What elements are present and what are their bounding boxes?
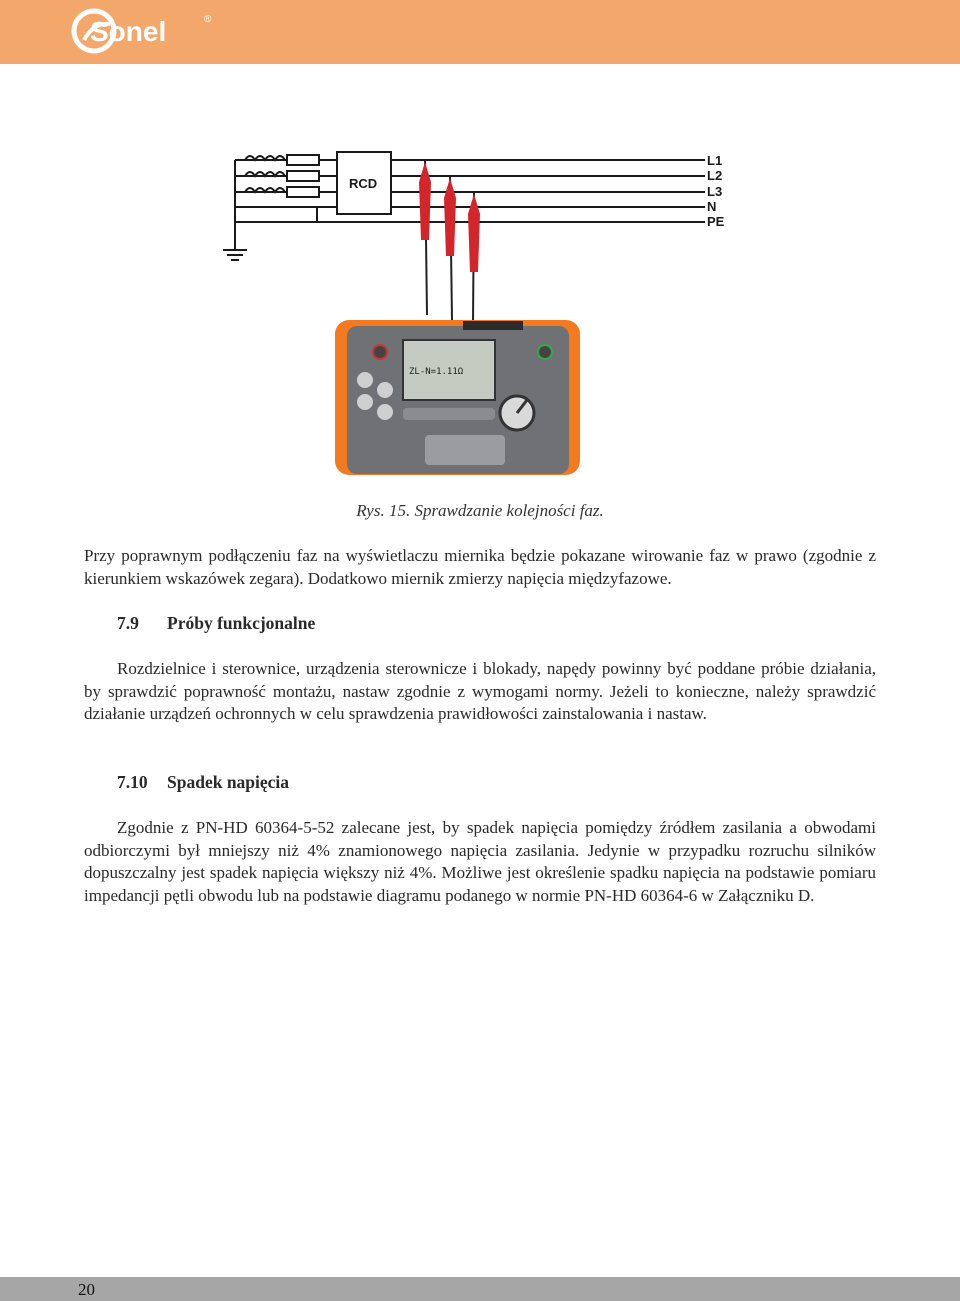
- section-number: 7.9: [117, 613, 139, 633]
- section-title: Próby funkcjonalne: [167, 613, 316, 633]
- line-label-l1: L1: [707, 153, 723, 168]
- intro-paragraph: Przy poprawnym podłączeniu faz na wyświetlaczu miernika będzie pokazane wirowanie faz w prawo (zgodnie z kierunkiem wskazówek zegara). Dodatkowo miernik zmierzy napięcia międzyfazowe.: [84, 546, 876, 588]
- brand-logotype: Sonel: [90, 16, 167, 47]
- rcd-label: RCD: [349, 176, 378, 191]
- footer-bar: [0, 1277, 960, 1301]
- section-7-9-paragraph: Rozdzielnice i sterownice, urządzenia sterownicze i blokady, napędy powinny być poddane próbie działania, by sprawdzić poprawność montażu, nastaw zgodnie z wymogami normy. Jeżeli to konieczne, należy sprawdzić działanie urządzeń ochronnych w celu sprawdzenia prawidłowości zainstalowania i nastaw.: [84, 659, 876, 724]
- probe-3: [468, 194, 480, 272]
- wiring-diagram: [223, 152, 705, 260]
- display-reading: ZL-N=1.11Ω: [409, 367, 464, 377]
- meter-device: [335, 320, 580, 475]
- fuse-3: [287, 187, 319, 197]
- section-heading-7-9: [117, 613, 315, 634]
- line-label-pe: PE: [707, 214, 725, 229]
- fuse-2: [287, 171, 319, 181]
- probe-2: [444, 178, 456, 256]
- phase-sequence-figure: [215, 140, 745, 505]
- line-label-l2: L2: [707, 168, 723, 183]
- section-7-10-paragraph: Zgodnie z PN-HD 60364-5-52 zalecane jest, by spadek napięcia pomiędzy źródłem zasilania a obwodami odbiorczymi był mniejszy niż 4% znamionowego napięcia zasilania. Jedynie w przypadku rozruchu silników dopuszczalny jest spadek napięcia większy niż 4%. Możliwe jest określenie spadku napięcia na podstawie pomiaru impedancji pętli obwodu lub na podstawie diagramu podanego w normie PN-HD 60364-6 w Załączniku D.: [84, 818, 876, 905]
- test-probes: [419, 160, 480, 325]
- header-bar: [0, 0, 960, 64]
- line-label-l3: L3: [707, 184, 723, 199]
- figure-caption: Rys. 15. Sprawdzanie kolejności faz.: [356, 501, 604, 520]
- fuse-1: [287, 155, 319, 165]
- section-heading-7-10: [117, 772, 289, 793]
- registered-mark: ®: [204, 14, 212, 25]
- section-number: 7.10: [117, 772, 148, 792]
- page-number: 20: [78, 1280, 95, 1299]
- line-label-n: N: [707, 199, 717, 214]
- section-title: Spadek napięcia: [167, 772, 290, 792]
- sonel-logo: [70, 4, 220, 58]
- probe-1: [419, 162, 431, 240]
